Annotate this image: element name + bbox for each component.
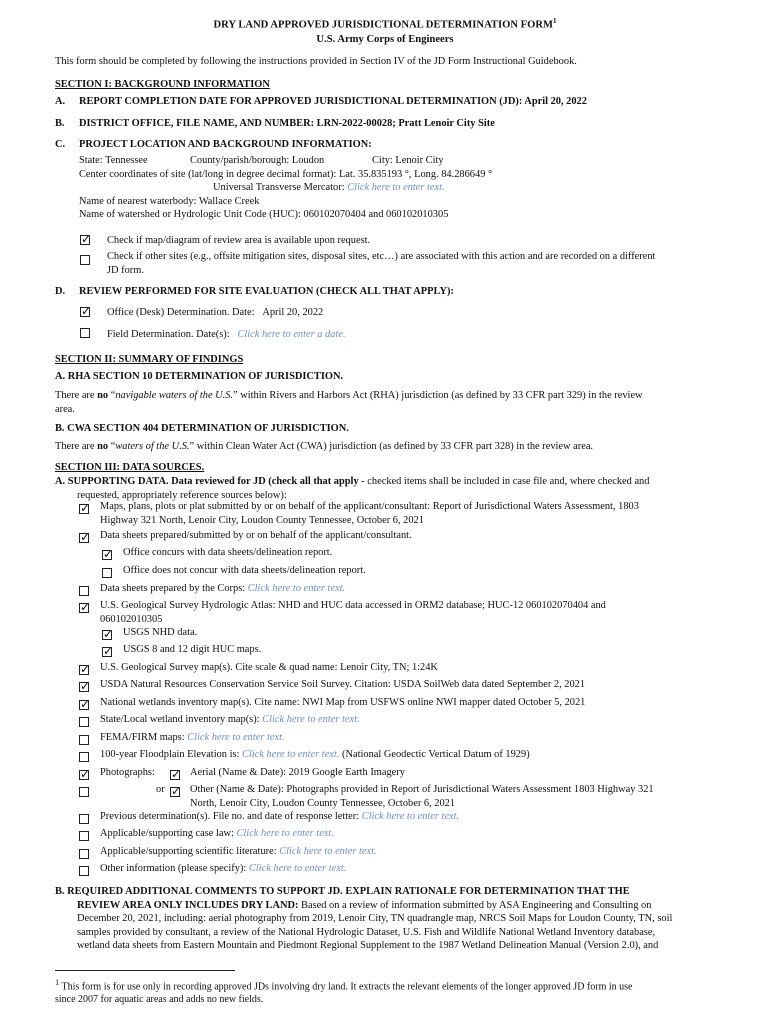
section1-b: B. DISTRICT OFFICE, FILE NAME, AND NUMBER: LRN-2022-00028; Pratt Lenoir City Site <box>55 118 495 129</box>
placeholder-input[interactable]: Click here to enter text. <box>241 749 340 760</box>
checkbox-checked-icon <box>102 550 112 560</box>
checkbox-empty-icon <box>79 814 89 824</box>
placeholder-input[interactable]: Click here to enter text. <box>262 714 360 725</box>
photo-other-label: Other (Name & Date): Photographs provided in Report of Jurisdictional Waters Assessment 1803 Highway 321 North, Lenoir City, Loudon County Tennessee, October 6, 2021 <box>190 784 654 809</box>
placeholder-input[interactable]: Click here to enter text. <box>361 811 460 822</box>
map-checkbox[interactable] <box>80 235 90 249</box>
supporting-data-checkbox[interactable] <box>102 630 112 644</box>
supporting-data-item: USGS NHD data. <box>123 627 198 638</box>
checkbox-empty-icon <box>79 717 89 727</box>
supporting-data-checkbox[interactable] <box>79 700 89 714</box>
supporting-data-item: USGS 8 and 12 digit HUC maps. <box>123 644 262 655</box>
other-sites-checkbox[interactable] <box>80 255 90 269</box>
form-title: DRY LAND APPROVED JURISDICTIONAL DETERMINATION FORM$^1$ <box>213 17 557 31</box>
checkbox-empty-icon <box>79 849 89 859</box>
checkbox-checked-icon <box>79 682 89 692</box>
section2-heading: SECTION II: SUMMARY OF FINDINGS <box>55 354 244 365</box>
city-field: City: Lenoir City <box>372 155 444 166</box>
supporting-data-item: Previous determination(s). File no. and date of response letter: Click here to enter text. <box>100 811 460 822</box>
checkbox-empty-icon <box>102 568 112 578</box>
supporting-data-item: Data sheets prepared by the Corps: Click here to enter text. <box>100 583 346 594</box>
supporting-data-checkbox[interactable] <box>79 603 89 617</box>
checkbox-empty-icon <box>80 255 90 265</box>
form-title-block <box>0 17 770 47</box>
checkbox-checked-icon <box>102 630 112 640</box>
office-determination-checkbox[interactable] <box>80 307 90 321</box>
photo-other-checkbox[interactable] <box>170 787 180 801</box>
supporting-data-item: U.S. Geological Survey map(s). Cite scale & quad name: Lenoir City, TN; 1:24K <box>100 662 438 673</box>
footnote: $^1$ This form is for use only in recording approved JDs involving dry land. It extracts the relevant elements of the longer approved JD form in use since 2007 for aquatic areas and adds no new fields. <box>55 978 633 1006</box>
placeholder-input[interactable]: Click here to enter text. <box>248 863 347 874</box>
supporting-data-checkbox[interactable] <box>79 682 89 696</box>
photo-aerial-label: Aerial (Name & Date): 2019 Google Earth Imagery <box>190 767 405 778</box>
supporting-data-item: Office concurs with data sheets/delineation report. <box>123 547 333 558</box>
footnote-divider <box>55 970 235 971</box>
checkbox-checked-icon <box>79 504 89 514</box>
supporting-data-checkbox[interactable] <box>102 568 112 582</box>
supporting-data-checkbox[interactable] <box>79 504 89 518</box>
supporting-data-checkbox[interactable] <box>79 586 89 600</box>
supporting-data-item: U.S. Geological Survey Hydrologic Atlas: NHD and HUC data accessed in ORM2 database; HUC-12 060102070404 and 060102010305 <box>100 600 606 625</box>
supporting-data-checkbox[interactable] <box>79 814 89 828</box>
checkbox-checked-icon <box>80 307 90 317</box>
checkbox-checked-icon <box>79 603 89 613</box>
checkbox-checked-icon <box>79 665 89 675</box>
waterbody-field: Name of nearest waterbody: Wallace Creek <box>79 196 260 207</box>
supporting-data-item: State/Local wetland inventory map(s): Click here to enter text. <box>100 714 360 725</box>
form-subtitle: U.S. Army Corps of Engineers <box>316 33 454 45</box>
supporting-data-checkbox[interactable] <box>79 717 89 731</box>
section1-d: D. REVIEW PERFORMED FOR SITE EVALUATION (CHECK ALL THAT APPLY): <box>55 286 454 297</box>
checkbox-checked-icon <box>79 533 89 543</box>
checkbox-empty-icon <box>80 328 90 338</box>
field-date-input[interactable]: Click here to enter a date. <box>237 329 346 340</box>
utm-field: Universal Transverse Mercator: Click here to enter text. <box>213 182 445 193</box>
section2-b: B. CWA SECTION 404 DETERMINATION OF JURISDICTION. <box>55 423 349 434</box>
state-field: State: Tennessee <box>79 155 148 166</box>
supporting-data-item: Other information (please specify): Click here to enter text. <box>100 863 347 874</box>
supporting-data-item: Photographs: <box>100 767 155 778</box>
supporting-data-item: USDA Natural Resources Conservation Service Soil Survey. Citation: USDA SoilWeb data dated September 2, 2021 <box>100 679 586 690</box>
supporting-data-item: FEMA/FIRM maps: Click here to enter text. <box>100 732 285 743</box>
county-field: County/parish/borough: Loudon <box>190 155 325 166</box>
supporting-data-item: Maps, plans, plots or plat submitted by or on behalf of the applicant/consultant: Report of Jurisdictional Waters Assessment, 1803 Highway 321 North, Lenoir City, Loudon County Tennessee, October 6, 2021 <box>100 501 639 526</box>
supporting-data-checkbox[interactable] <box>79 752 89 766</box>
section1-c: C. PROJECT LOCATION AND BACKGROUND INFORMATION: <box>55 139 372 150</box>
section3-b: B. REQUIRED ADDITIONAL COMMENTS TO SUPPORT JD. EXPLAIN RATIONALE FOR DETERMINATION THAT THE REVIEW AREA ONLY INCLUDES DRY LAND: Based on a review of information submitted by ASA Engineering and Consulting on December 20, 2021, including: aerial photography from 2019, Lenoir City, TN quadrangle map, NRCS Soil Maps for Loudon County, TN, soil samples provided by consultant, a review of the National Hydrologic Dataset, U.S. Fish and Wildlife National Wetland Inventory database, wetland data sheets from Eastern Mountain and Piedmont Regional Supplement to the 1987 Wetland Delineation Manual (Version 2.0), and <box>55 886 673 952</box>
checkbox-checked-icon <box>79 770 89 780</box>
map-check-label: Check if map/diagram of review area is available upon request. <box>107 235 371 246</box>
supporting-data-item: Applicable/supporting case law: Click here to enter text. <box>100 828 334 839</box>
supporting-data-checkbox[interactable] <box>79 831 89 845</box>
field-determination-label: Field Determination. Date(s): Click here to enter a date. <box>107 329 346 340</box>
section1-heading: SECTION I: BACKGROUND INFORMATION <box>55 79 270 90</box>
supporting-data-checkbox[interactable] <box>79 849 89 863</box>
field-determination-checkbox[interactable] <box>80 328 90 342</box>
checkbox-checked-icon <box>79 700 89 710</box>
supporting-data-checkbox[interactable] <box>79 866 89 880</box>
checkbox-checked-icon <box>170 770 180 780</box>
placeholder-input[interactable]: Click here to enter text. <box>236 828 334 839</box>
supporting-data-checkbox[interactable] <box>102 550 112 564</box>
section2-a: A. RHA SECTION 10 DETERMINATION OF JURISDICTION. <box>55 371 344 382</box>
supporting-data-checkbox[interactable] <box>79 735 89 749</box>
photo-or-label: or <box>156 784 165 795</box>
checkbox-empty-icon <box>79 787 89 797</box>
placeholder-input[interactable]: Click here to enter text. <box>187 732 285 743</box>
checkbox-empty-icon <box>79 735 89 745</box>
supporting-data-checkbox[interactable] <box>79 787 89 801</box>
supporting-data-item: Applicable/supporting scientific literature: Click here to enter text. <box>100 846 377 857</box>
photo-aerial-checkbox[interactable] <box>170 770 180 784</box>
checkbox-checked-icon <box>80 235 90 245</box>
intro-text: This form should be completed by following the instructions provided in Section IV of the JD Form Instructional Guidebook. <box>55 56 577 67</box>
office-determination-label: Office (Desk) Determination. Date: April 20, 2022 <box>107 307 324 318</box>
section2-b-body: There are no “waters of the U.S.” within Clean Water Act (CWA) jurisdiction (as defined by 33 CFR part 328) in the review area. <box>55 441 594 452</box>
checkbox-empty-icon <box>79 752 89 762</box>
other-sites-label: Check if other sites (e.g., offsite mitigation sites, disposal sites, etc…) are associated with this action and are recorded on a different JD form. <box>107 251 656 276</box>
checkbox-empty-icon <box>79 866 89 876</box>
checkbox-checked-icon <box>102 647 112 657</box>
supporting-data-item: 100-year Floodplain Elevation is: Click here to enter text. (National Geodectic Vertical Datum of 1929) <box>100 749 530 760</box>
utm-input[interactable]: Click here to enter text. <box>347 182 445 193</box>
checkbox-empty-icon <box>79 831 89 841</box>
coords-field: Center coordinates of site (lat/long in degree decimal format): Lat. 35.835193 °, Long. 84.286649 ° <box>79 169 493 180</box>
placeholder-input[interactable]: Click here to enter text. <box>247 583 346 594</box>
supporting-data-item: Data sheets prepared/submitted by or on behalf of the applicant/consultant. <box>100 530 412 541</box>
supporting-data-item: Office does not concur with data sheets/delineation report. <box>123 565 366 576</box>
supporting-data-checkbox[interactable] <box>102 647 112 661</box>
placeholder-input[interactable]: Click here to enter text. <box>279 846 377 857</box>
section2-a-body: There are no “navigable waters of the U.S.” within Rivers and Harbors Act (RHA) jurisdiction (as defined by 33 CFR part 329) in the review area. <box>55 390 643 415</box>
supporting-data-item: National wetlands inventory map(s). Cite name: NWI Map from USFWS online NWI mapper dated October 5, 2021 <box>100 697 586 708</box>
section1-a: A. REPORT COMPLETION DATE FOR APPROVED JURISDICTIONAL DETERMINATION (JD): April 20, 2022 <box>55 96 587 107</box>
supporting-data-checkbox[interactable] <box>79 533 89 547</box>
office-date[interactable]: April 20, 2022 <box>262 307 324 318</box>
huc-field: Name of watershed or Hydrologic Unit Code (HUC): 060102070404 and 060102010305 <box>79 209 449 220</box>
section3-heading: SECTION III: DATA SOURCES. <box>55 462 205 473</box>
section3-a: A. SUPPORTING DATA. Data reviewed for JD (check all that apply - checked items shall be included in case file and, where checked and requested, appropriately reference sources below): <box>55 476 650 501</box>
supporting-data-checkbox[interactable] <box>79 665 89 679</box>
checkbox-checked-icon <box>170 787 180 797</box>
supporting-data-checkbox[interactable] <box>79 770 89 784</box>
checkbox-empty-icon <box>79 586 89 596</box>
